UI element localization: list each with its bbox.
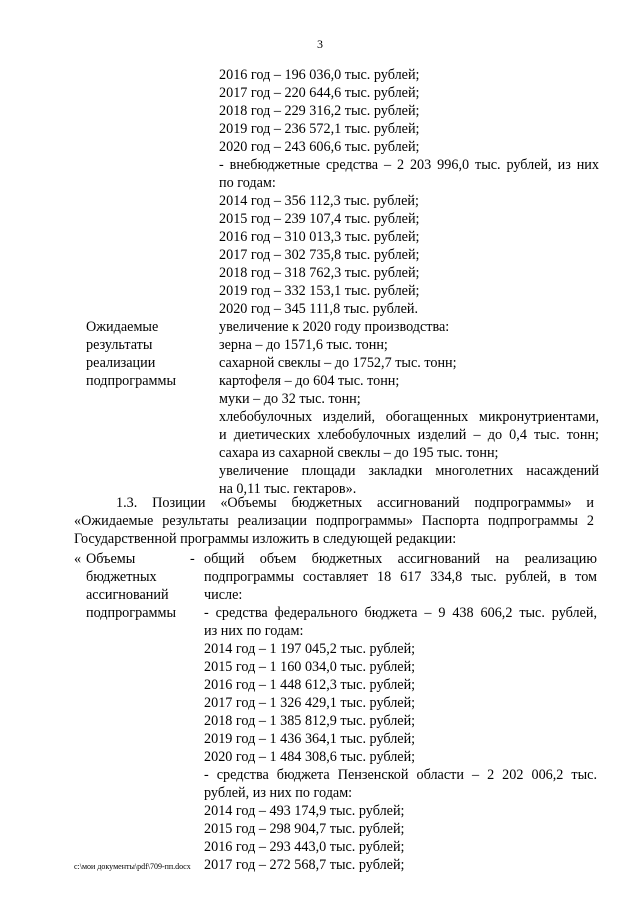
label-line: Объемы xyxy=(86,551,136,567)
year-line: 2016 год – 310 013,3 тыс. рублей; xyxy=(219,229,420,245)
results-line: увеличение площади закладки многолетних насаждений xyxy=(219,463,599,479)
label-line: реализации xyxy=(86,355,156,371)
extrabudget-line: - внебюджетные средства – 2 203 996,0 тыс. рублей, из них xyxy=(219,157,599,173)
results-line: картофеля – до 604 тыс. тонн; xyxy=(219,373,400,389)
footer-file-path: c:\мои документы\pdf\709-пп.docx xyxy=(74,862,191,871)
year-line: 2017 год – 220 644,6 тыс. рублей; xyxy=(219,85,420,101)
budget-line: подпрограммы составляет 18 617 334,8 тыс. рублей, в том xyxy=(204,569,597,585)
open-quote: « xyxy=(74,551,82,567)
year-line: 2018 год – 318 762,3 тыс. рублей; xyxy=(219,265,420,281)
paragraph-line: 1.3. Позиции «Объемы бюджетных ассигнований подпрограммы» и xyxy=(116,495,594,511)
year-line: 2017 год – 272 568,7 тыс. рублей; xyxy=(204,857,405,873)
year-line: 2016 год – 196 036,0 тыс. рублей; xyxy=(219,67,420,83)
budget-line: - средства федерального бюджета – 9 438 606,2 тыс. рублей, xyxy=(204,605,597,621)
year-line: 2019 год – 332 153,1 тыс. рублей; xyxy=(219,283,420,299)
year-line: 2018 год – 1 385 812,9 тыс. рублей; xyxy=(204,713,416,729)
page-number: 3 xyxy=(317,37,323,51)
label-line: подпрограммы xyxy=(86,605,176,621)
label-line: результаты xyxy=(86,337,153,353)
extrabudget-line: по годам: xyxy=(219,175,276,191)
year-line: 2020 год – 243 606,6 тыс. рублей; xyxy=(219,139,420,155)
year-line: 2014 год – 1 197 045,2 тыс. рублей; xyxy=(204,641,416,657)
year-line: 2017 год – 302 735,8 тыс. рублей; xyxy=(219,247,420,263)
year-line: 2019 год – 236 572,1 тыс. рублей; xyxy=(219,121,420,137)
year-line: 2016 год – 1 448 612,3 тыс. рублей; xyxy=(204,677,416,693)
label-line: Ожидаемые xyxy=(86,319,159,335)
year-line: 2014 год – 493 174,9 тыс. рублей; xyxy=(204,803,405,819)
year-line: 2018 год – 229 316,2 тыс. рублей; xyxy=(219,103,420,119)
paragraph-line: Государственной программы изложить в следующей редакции: xyxy=(74,531,457,547)
results-line: зерна – до 1571,6 тыс. тонн; xyxy=(219,337,388,353)
budget-line: - средства бюджета Пензенской области – 2 202 006,2 тыс. xyxy=(204,767,597,783)
paragraph-line: «Ожидаемые результаты реализации подпрограммы» Паспорта подпрограммы 2 xyxy=(74,513,594,529)
year-line: 2014 год – 356 112,3 тыс. рублей; xyxy=(219,193,419,209)
year-line: 2017 год – 1 326 429,1 тыс. рублей; xyxy=(204,695,416,711)
year-line: 2020 год – 1 484 308,6 тыс. рублей; xyxy=(204,749,416,765)
results-line: сахарной свеклы – до 1752,7 тыс. тонн; xyxy=(219,355,457,371)
results-line: и диетических хлебобулочных изделий – до 0,4 тыс. тонн; xyxy=(219,427,599,443)
dash-marker: - xyxy=(190,551,195,567)
year-line: 2015 год – 1 160 034,0 тыс. рублей; xyxy=(204,659,416,675)
year-line: 2015 год – 239 107,4 тыс. рублей; xyxy=(219,211,420,227)
label-line: бюджетных xyxy=(86,569,157,585)
year-line: 2016 год – 293 443,0 тыс. рублей; xyxy=(204,839,405,855)
year-line: 2019 год – 1 436 364,1 тыс. рублей; xyxy=(204,731,416,747)
results-line: увеличение к 2020 году производства: xyxy=(219,319,450,335)
results-line: на 0,11 тыс. гектаров». xyxy=(219,481,357,497)
budget-line: рублей, из них по годам: xyxy=(204,785,353,801)
year-line: 2020 год – 345 111,8 тыс. рублей. xyxy=(219,301,419,317)
year-line: 2015 год – 298 904,7 тыс. рублей; xyxy=(204,821,405,837)
budget-line: общий объем бюджетных ассигнований на реализацию xyxy=(204,551,597,567)
results-line: муки – до 32 тыс. тонн; xyxy=(219,391,361,407)
label-line: ассигнований xyxy=(86,587,169,603)
results-line: хлебобулочных изделий, обогащенных микронутриентами, xyxy=(219,409,599,425)
budget-line: числе: xyxy=(204,587,243,603)
budget-line: из них по годам: xyxy=(204,623,304,639)
results-line: сахара из сахарной свеклы – до 195 тыс. тонн; xyxy=(219,445,499,461)
label-line: подпрограммы xyxy=(86,373,176,389)
